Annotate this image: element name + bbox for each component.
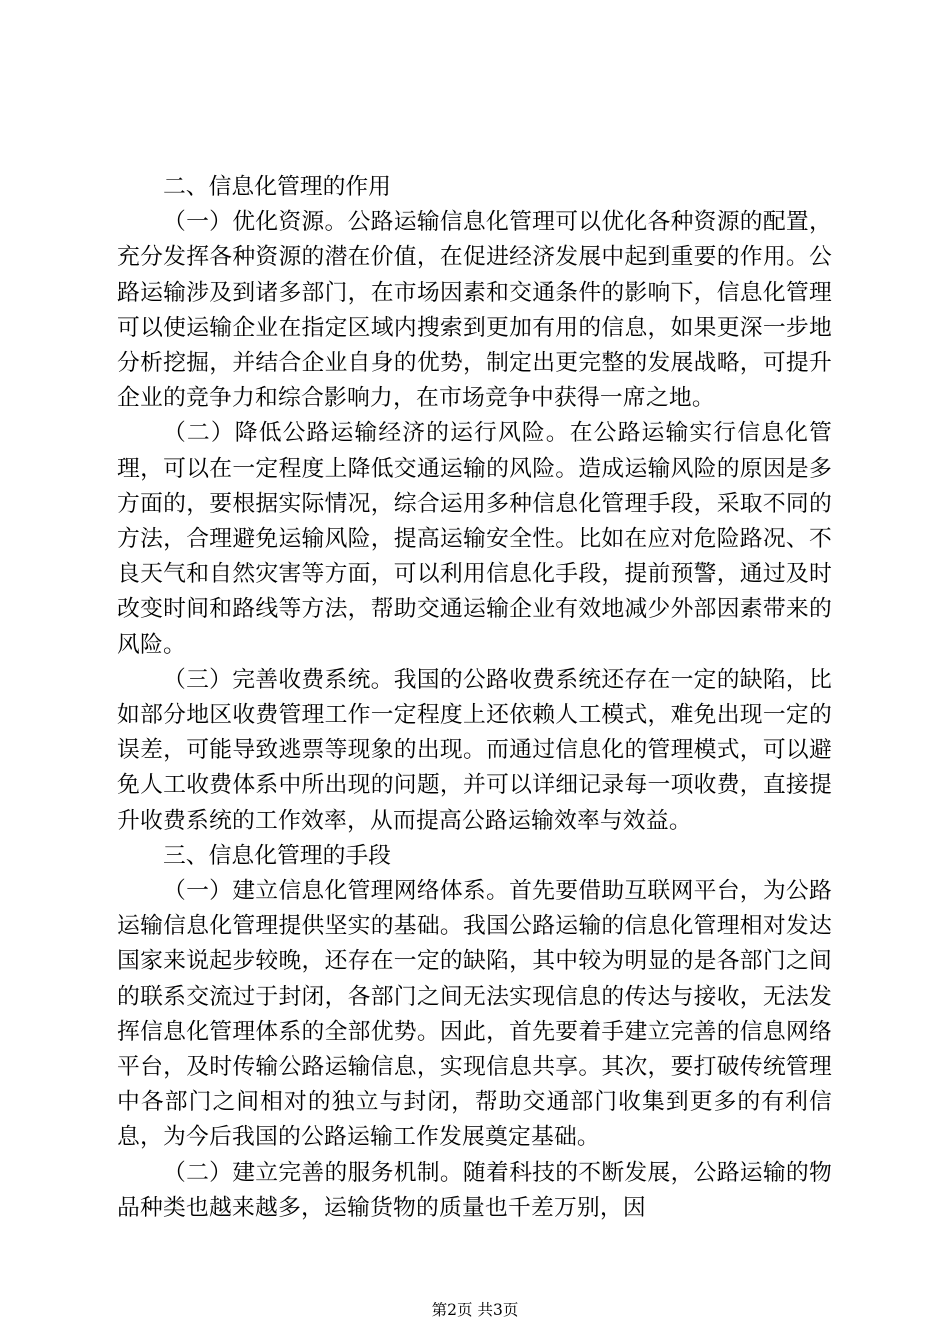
paragraph-reduce-risk: （二）降低公路运输经济的运行风险。在公路运输实行信息化管理，可以在一定程度上降低交通运输的风险。造成运输风险的原因是多方面的，要根据实际情况，综合运用多种信息化管理手段，采取不同的方法，合理避免运输风险，提高运输安全性。比如在应对危险路况、不良天气和自然灾害等方面，可以利用信息化手段，提前预警，通过及时改变时间和路线等方法，帮助交通运输企业有效地减少外部因素带来的风险。 — [117, 420, 832, 658]
paragraph-optimize-resources: （一）优化资源。公路运输信息化管理可以优化各种资源的配置，充分发挥各种资源的潜在价值，在促进经济发展中起到重要的作用。公路运输涉及到诸多部门，在市场因素和交通条件的影响下，信息化管理可以使运输企业在指定区域内搜索到更加有用的信息，如果更深一步地分析挖掘，并结合企业自身的优势，制定出更完整的发展战略，可提升企业的竞争力和综合影响力，在市场竞争中获得一席之地。 — [117, 209, 832, 412]
page-number-footer: 第2页 共3页 — [431, 1301, 519, 1319]
document-body — [117, 170, 832, 1226]
paragraph-network-system: （一）建立信息化管理网络体系。首先要借助互联网平台，为公路运输信息化管理提供坚实的基础。我国公路运输的信息化管理相对发达国家来说起步较晚，还存在一定的缺陷，其中较为明显的是各部门之间的联系交流过于封闭，各部门之间无法实现信息的传达与接收，无法发挥信息化管理体系的全部优势。因此，首先要着手建立完善的信息网络平台，及时传输公路运输信息，实现信息共享。其次，要打破传统管理中各部门之间相对的独立与封闭，帮助交通部门收集到更多的有利信息，为今后我国的公路运输工作发展奠定基础。 — [117, 878, 832, 1151]
paragraph-toll-system: （三）完善收费系统。我国的公路收费系统还存在一定的缺陷，比如部分地区收费管理工作一定程度上还依赖人工模式，难免出现一定的误差，可能导致逃票等现象的出现。而通过信息化的管理模式，可以避免人工收费体系中所出现的问题，并可以详细记录每一项收费，直接提升收费系统的工作效率，从而提高公路运输效率与效益。 — [117, 666, 832, 834]
paragraph-service-mechanism: （二）建立完善的服务机制。随着科技的不断发展，公路运输的物品种类也越来越多，运输货物的质量也千差万别，因 — [117, 1159, 832, 1221]
section-heading-means: 三、信息化管理的手段 — [163, 842, 391, 869]
section-heading-role: 二、信息化管理的作用 — [163, 174, 391, 200]
